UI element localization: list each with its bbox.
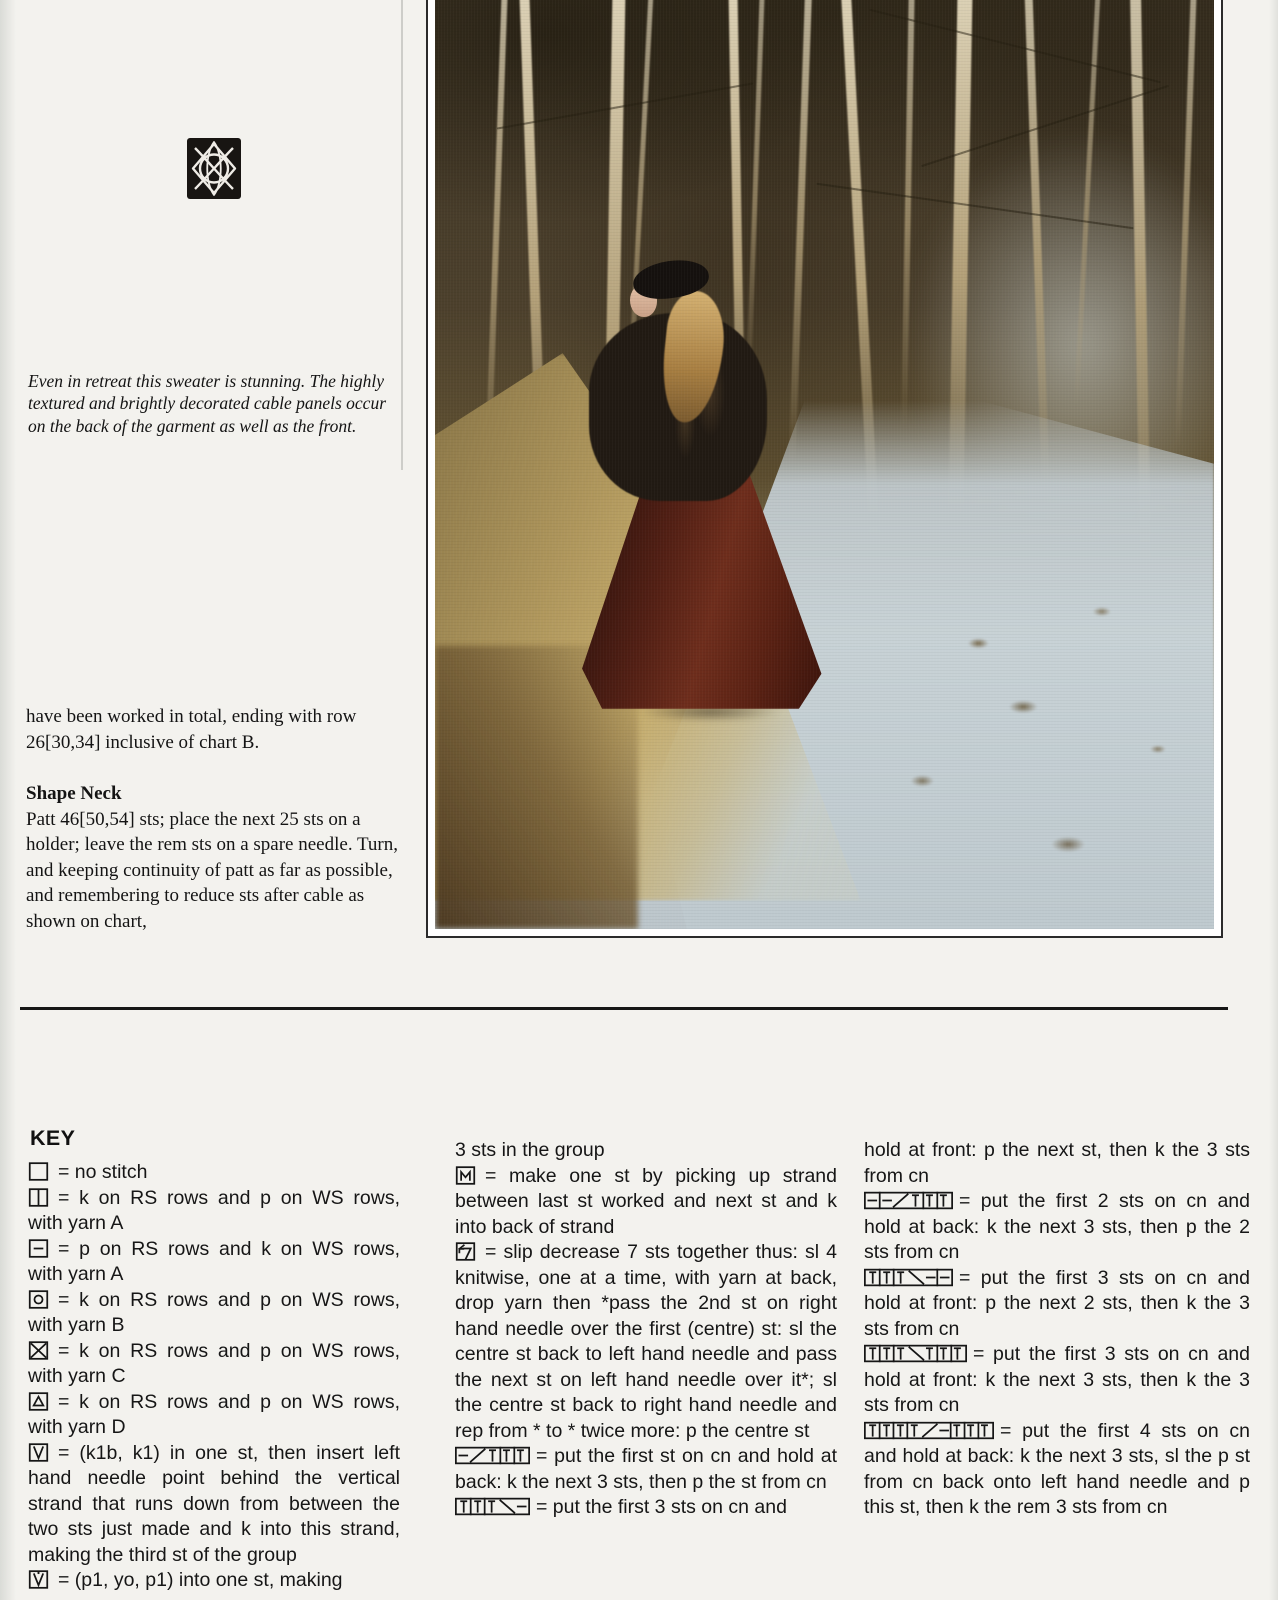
key-column-1 — [28, 1160, 400, 1594]
key-entry — [28, 1186, 400, 1237]
cable-p1-k3-hold-back-icon — [455, 1445, 530, 1466]
page-left-shadow — [0, 0, 16, 1600]
key-entry-text: = put the first 3 sts on cn and hold at front: k the next 3 sts, then k the 3 sts from cn — [864, 1343, 1250, 1416]
square-circle-icon — [28, 1289, 49, 1310]
key-entry — [455, 1164, 837, 1241]
cable-k3-p1-hold-front-icon — [455, 1496, 530, 1517]
key-entry — [28, 1390, 400, 1441]
cable-k3-k3-hold-front-icon — [864, 1343, 967, 1364]
shape-neck-heading: Shape Neck — [26, 783, 122, 804]
page-crease-line — [401, 0, 403, 470]
key-entry-text: = no stitch — [58, 1161, 148, 1183]
key-entry — [864, 1342, 1250, 1419]
square-m-icon — [455, 1165, 476, 1186]
square-knit-bar-icon — [28, 1187, 49, 1208]
square-x-icon — [28, 1340, 49, 1361]
key-entry-text: = put the first 3 sts on cn and — [536, 1496, 787, 1518]
key-entry — [28, 1237, 400, 1288]
key-entry-text: = k on RS rows and p on WS rows, with yarn A — [28, 1186, 400, 1234]
key-entry-text: = put the first 3 sts on cn and hold at front: p the next 2 sts, then k the 3 sts from cn — [864, 1266, 1250, 1340]
key-entry — [28, 1568, 400, 1594]
photo-frame — [426, 0, 1223, 938]
key-entry-text: 3 sts in the group — [455, 1139, 605, 1161]
key-entry — [455, 1444, 837, 1495]
square-slip-decrease-7-icon — [455, 1241, 476, 1262]
key-entry-text: = put the first 2 sts on cn and hold at back: k the next 3 sts, then p the 2 sts from cn — [864, 1190, 1250, 1263]
square-v-dot-icon — [28, 1569, 49, 1590]
key-entry-text: = k on RS rows and p on WS rows, with yarn C — [28, 1339, 400, 1387]
key-entry — [864, 1266, 1250, 1343]
key-entry — [28, 1339, 400, 1390]
key-entry — [864, 1138, 1250, 1189]
section-divider-rule — [20, 1007, 1228, 1010]
model-figure — [585, 261, 835, 731]
instructions-paragraph: Patt 46[50,54] sts; place the next 25 sts on a holder; leave the rem sts on a spare needle. Turn, and keeping continuity of patt as far as possible, and remembering to reduce sts after cable as shown on chart, — [26, 808, 398, 932]
square-empty-icon — [28, 1161, 49, 1182]
key-entry-text: = slip decrease 7 sts together thus: sl 4 knitwise, one at a time, with yarn at back, drop yarn then *pass the 2nd st on right hand needle over the first (centre) st: sl the centre st back to left hand needle and pass the next st on left hand needle over it*; sl the centre st back to right hand needle and rep from * to * twice more: p the centre st — [455, 1241, 837, 1442]
key-entry-text: = k on RS rows and p on WS rows, with yarn B — [28, 1288, 400, 1336]
square-triangle-icon — [28, 1391, 49, 1412]
celtic-knot-icon — [186, 137, 242, 200]
key-entry-text: = p on RS rows and k on WS rows, with yarn A — [28, 1237, 400, 1285]
key-entry-text: = (p1, yo, p1) into one st, making — [58, 1569, 343, 1591]
instructions-paragraph: have been worked in total, ending with row 26[30,34] inclusive of chart B. — [26, 706, 357, 753]
key-entry-text: = make one st by picking up strand between last st worked and next st and k into back of strand — [455, 1164, 837, 1238]
page-right-shadow — [1269, 0, 1278, 1600]
key-entry-text: = put the first 4 sts on cn and hold at back: k the next 3 sts, sl the p st from cn back onto left hand needle and p this st, then k the rem 3 sts from cn — [864, 1419, 1250, 1518]
key-entry-text: = k on RS rows and p on WS rows, with yarn D — [28, 1390, 400, 1438]
fashion-photo — [435, 0, 1214, 929]
key-column-2 — [455, 1138, 837, 1521]
photo-caption: Even in retreat this sweater is stunning. The highly textured and brightly decorated cable panels occur on the back of the garment as well as the front. — [28, 370, 387, 436]
key-entry-text: = (k1b, k1) in one st, then insert left hand needle point behind the vertical strand that runs down from between the two sts just made and k into this strand, making the third st of the group — [28, 1441, 400, 1566]
key-entry — [28, 1288, 400, 1339]
cable-k3-p1-k3-hold-back-icon — [864, 1420, 994, 1441]
key-entry-text: = put the first st on cn and hold at back: k the next 3 sts, then p the st from cn — [455, 1445, 837, 1493]
key-entry — [455, 1495, 837, 1521]
key-entry — [455, 1240, 837, 1444]
cable-k3-p2-hold-front-icon — [864, 1267, 953, 1288]
key-entry — [28, 1441, 400, 1569]
pattern-instructions — [26, 704, 418, 934]
square-purl-dash-icon — [28, 1238, 49, 1259]
cable-p2-k3-hold-back-icon — [864, 1190, 953, 1211]
key-title: KEY — [30, 1126, 76, 1150]
square-v-icon — [28, 1442, 49, 1463]
key-entry — [864, 1189, 1250, 1266]
key-column-3 — [864, 1138, 1250, 1521]
key-entry — [455, 1138, 837, 1164]
key-entry-text: hold at front: p the next st, then k the 3 sts from cn — [864, 1139, 1250, 1187]
key-entry — [864, 1419, 1250, 1521]
key-entry — [28, 1160, 400, 1186]
